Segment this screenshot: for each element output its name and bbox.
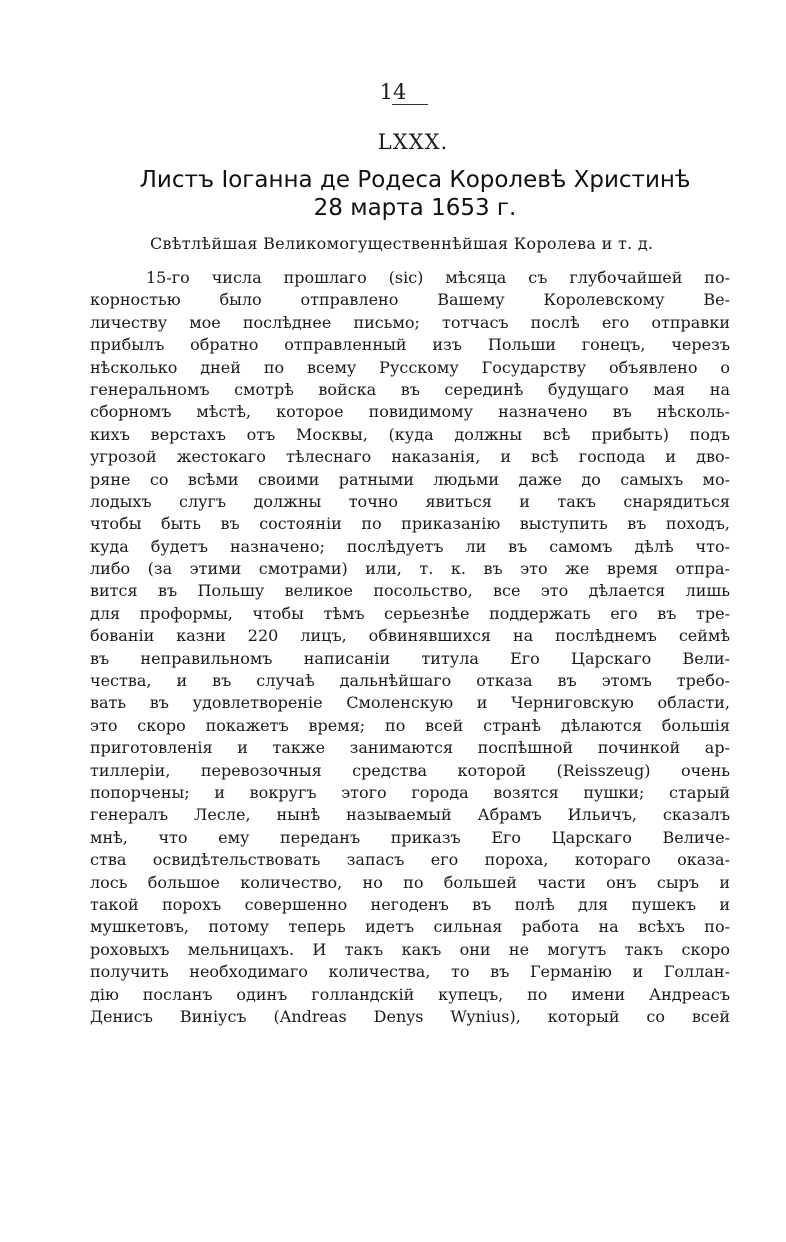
body-line: такой порохъ совершенно негоденъ въ полѣ для пушекъ и	[90, 894, 730, 914]
body-line: мнѣ, что ему переданъ приказъ Его Царскаго Величе-	[90, 827, 730, 847]
body-line: приготовленія и также занимаются поспѣшной починкой ар-	[90, 738, 730, 758]
body-line: ряне со всѣми своими ратными людьми даже до самыхъ мо-	[90, 469, 730, 489]
body-line: угрозой жестокаго тѣлеснаго наказанія, и всѣ господа и дво-	[90, 447, 730, 467]
body-line: попорчены; и вокругъ этого города возятся пушки; старый	[90, 782, 730, 802]
body-line: мушкетовъ, потому теперь идетъ сильная работа на всѣхъ по-	[90, 917, 730, 937]
body-line: кихъ верстахъ отъ Москвы, (куда должны всѣ прибыть) подъ	[90, 424, 730, 444]
body-line: куда будетъ назначено; послѣдуетъ ли въ самомъ дѣлѣ что-	[90, 536, 730, 556]
page-number: 14	[379, 80, 407, 104]
body-line: для проформы, чтобы тѣмъ серьезнѣе поддержать его въ тре-	[90, 603, 730, 623]
body-line: либо (за этими смотрами) или, т. к. въ это же время отпра-	[90, 559, 730, 579]
title-line-2: 28 марта 1653 г.	[313, 195, 517, 221]
body-line: Денисъ Виніусъ (Andreas Denys Wynius), который со всей	[90, 1006, 730, 1026]
body-line: въ неправильномъ написаніи титула Его Царскаго Вели-	[90, 648, 730, 668]
body-line: роховыхъ мельницахъ. И такъ какъ они не могутъ такъ скоро	[90, 939, 730, 959]
body-line: получить необходимаго количества, то въ Германію и Голлан-	[90, 962, 730, 982]
page-number-underline	[392, 104, 428, 105]
document-title	[90, 166, 740, 222]
body-text	[90, 267, 730, 1028]
body-line: вать въ удовлетвореніе Смоленскую и Черниговскую области,	[90, 693, 730, 713]
salutation: Свѣтлѣйшая Великомогущественнѣйшая Королева и т. д.	[150, 234, 654, 253]
body-line: лось большое количество, но по большей части онъ сыръ и	[90, 872, 730, 892]
body-line: чтобы быть въ состояніи по приказанію выступить въ походъ,	[90, 514, 730, 534]
body-line: личеству мое послѣднее письмо; тотчасъ послѣ его отправки	[90, 312, 730, 332]
body-line: корностью было отправлено Вашему Королевскому Ве-	[90, 290, 730, 310]
body-line: вится въ Польшу великое посольство, все это дѣлается лишь	[90, 581, 730, 601]
body-line: чества, и въ случаѣ дальнѣйшаго отказа въ этомъ требо-	[90, 671, 730, 691]
body-line: 15-го числа прошлаго (sic) мѣсяца съ глубочайшей по-	[146, 268, 730, 287]
body-line: ства освидѣтельствовать запасъ его пороха, котораго оказа-	[90, 850, 730, 870]
body-line: сборномъ мѣстѣ, которое повидимому назначено въ нѣсколь-	[90, 402, 730, 422]
body-line: тиллеріи, перевозочныя средства которой (Reisszeug) очень	[90, 760, 730, 780]
body-line: прибылъ обратно отправленный изъ Польши гонецъ, черезъ	[90, 335, 730, 355]
body-line: нѣсколько дней по всему Русскому Государству объявлено о	[90, 357, 730, 377]
body-line: это скоро покажетъ время; по всей странѣ дѣлаются большія	[90, 715, 730, 735]
body-line: генералъ Лесле, нынѣ называемый Абрамъ Ильичъ, сказалъ	[90, 805, 730, 825]
body-line: лодыхъ слугъ должны точно явиться и такъ снарядиться	[90, 491, 730, 511]
body-line: дію посланъ одинъ голландскій купецъ, по имени Андреасъ	[90, 984, 730, 1004]
title-line-1: Листъ Іоганна де Родеса Королевѣ Христинѣ	[139, 167, 691, 193]
body-line: бованіи казни 220 лицъ, обвинявшихся на послѣднемъ сеймѣ	[90, 626, 730, 646]
body-line: генеральномъ смотрѣ войска въ серединѣ будущаго мая на	[90, 379, 730, 399]
document-number: LXXX.	[377, 130, 449, 154]
